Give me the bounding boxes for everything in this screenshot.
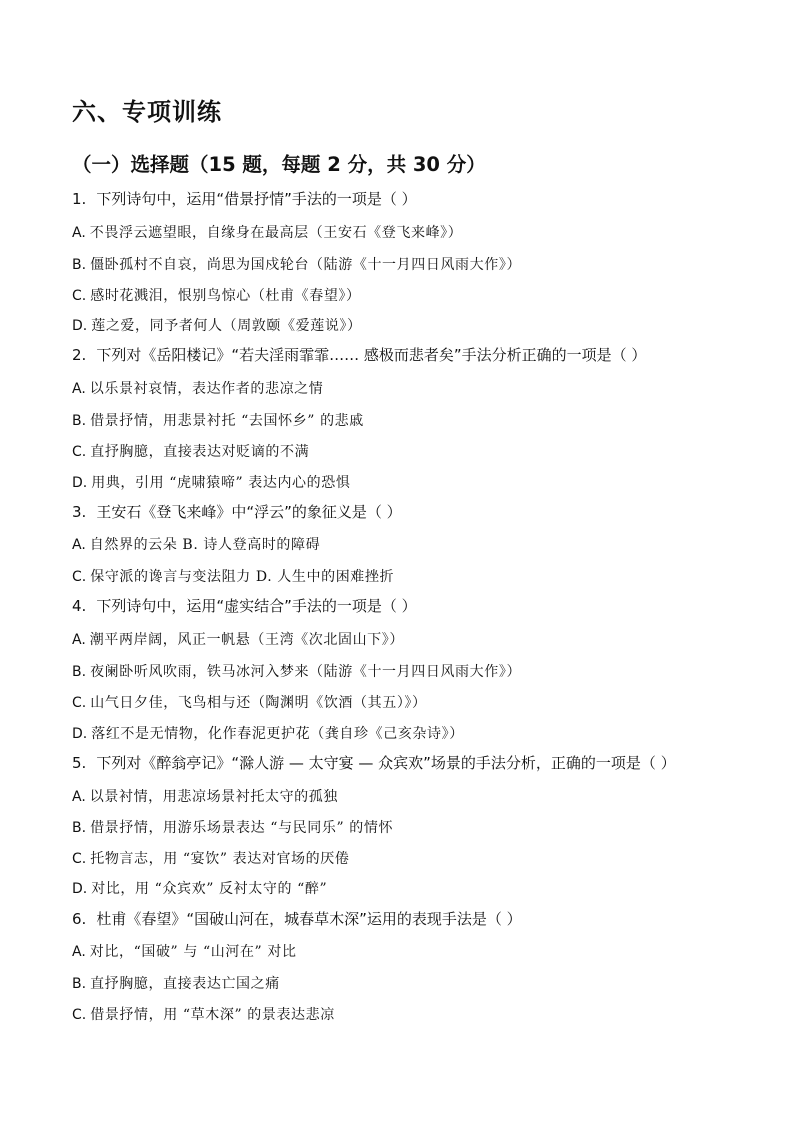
question-number: 2. <box>72 346 87 364</box>
question-6 <box>72 907 522 931</box>
option-text: 托物言志，用 “宴饮” 表达对官场的厌倦 <box>90 851 350 867</box>
option-label: D. <box>72 475 88 491</box>
option-text: 保守派的谗言与变法阻力 D. 人生中的困难挫折 <box>90 569 395 585</box>
question-2-option-a <box>72 377 323 401</box>
question-4 <box>72 594 417 618</box>
option-label: B. <box>72 664 87 680</box>
question-2-option-d <box>72 471 350 495</box>
option-label: A. <box>72 789 86 805</box>
subsection-title: （一）选择题（15 题，每题 2 分，共 30 分） <box>72 153 486 176</box>
option-label: B. <box>72 257 87 273</box>
option-label: D. <box>72 881 88 897</box>
option-label: D. <box>72 318 88 334</box>
option-text: 自然界的云朵 B. 诗人登高时的障碍 <box>89 537 321 553</box>
question-4-option-d <box>72 722 464 746</box>
option-label: D. <box>72 726 88 742</box>
question-text: 下列诗句中，运用“虚实结合”手法的一项是（ ） <box>96 597 417 615</box>
option-text: 对比，“国破” 与 “山河在” 对比 <box>89 944 297 960</box>
question-5-option-d <box>72 877 327 901</box>
option-text: 直抒胸臆，直接表达对贬谪的不满 <box>90 444 310 460</box>
question-5-option-c <box>72 847 349 871</box>
option-text: 感时花溅泪，恨别鸟惊心（杜甫《春望》） <box>90 288 361 304</box>
option-text: 山气日夕佳，飞鸟相与还（陶渊明《饮酒（其五）》） <box>90 695 427 711</box>
option-text: 不畏浮云遮望眼，自缘身在最高层（王安石《登飞来峰》） <box>89 225 463 241</box>
option-text: 对比，用 “众宾欢” 反衬太守的 “醉” <box>91 881 328 897</box>
option-text: 夜阑卧听风吹雨，铁马冰河入梦来（陆游《十一月四日风雨大作》） <box>90 664 522 680</box>
question-number: 6. <box>72 910 87 928</box>
option-text: 借景抒情，用悲景衬托 “去国怀乡” 的悲戚 <box>90 413 364 429</box>
option-label: A. <box>72 944 86 960</box>
option-text: 以景衬情，用悲凉场景衬托太守的孤独 <box>89 789 338 805</box>
question-1 <box>72 187 417 211</box>
option-label: B. <box>72 820 87 836</box>
question-2-option-b <box>72 409 364 433</box>
question-2 <box>72 343 646 367</box>
question-text: 下列诗句中，运用“借景抒情”手法的一项是（ ） <box>96 190 417 208</box>
option-text: 僵卧孤村不自哀，尚思为国戍轮台（陆游《十一月四日风雨大作》） <box>90 257 522 273</box>
question-3-options-ab <box>72 533 320 557</box>
option-text: 借景抒情，用 “草木深” 的景表达悲凉 <box>90 1007 335 1023</box>
option-label: B. <box>72 976 87 992</box>
question-4-option-b <box>72 660 521 684</box>
question-2-option-c <box>72 440 309 464</box>
question-5 <box>72 751 676 775</box>
question-4-option-c <box>72 691 427 715</box>
question-number: 1. <box>72 190 87 208</box>
option-text: 用典，引用 “虎啸猿啼” 表达内心的恐惧 <box>91 475 351 491</box>
question-6-option-c <box>72 1003 335 1027</box>
option-label: C. <box>72 444 87 460</box>
question-6-option-b <box>72 972 280 996</box>
question-5-option-a <box>72 785 338 809</box>
question-3 <box>72 500 402 524</box>
question-1-option-a <box>72 221 462 245</box>
option-label: A. <box>72 225 86 241</box>
question-1-option-b <box>72 253 521 277</box>
option-label: C. <box>72 695 87 711</box>
question-5-option-b <box>72 816 393 840</box>
question-3-options-cd <box>72 565 394 589</box>
option-label: C. <box>72 851 87 867</box>
question-text: 王安石《登飞来峰》中“浮云”的象征义是（ ） <box>96 503 402 521</box>
option-label: A. <box>72 381 86 397</box>
question-4-option-a <box>72 628 404 652</box>
question-1-option-d <box>72 314 362 338</box>
option-text: 潮平两岸阔，风正一帆悬（王湾《次北固山下》） <box>89 632 404 648</box>
option-text: 借景抒情，用游乐场景表达 “与民同乐” 的情怀 <box>90 820 394 836</box>
option-label: C. <box>72 569 87 585</box>
option-text: 以乐景衬哀情，表达作者的悲凉之情 <box>89 381 324 397</box>
question-text: 杜甫《春望》“国破山河在，城春草木深”运用的表现手法是（ ） <box>96 910 522 928</box>
question-1-option-c <box>72 284 361 308</box>
option-label: C. <box>72 288 87 304</box>
option-text: 直抒胸臆，直接表达亡国之痛 <box>90 976 280 992</box>
option-text: 落红不是无情物，化作春泥更护花（龚自珍《己亥杂诗》） <box>91 726 464 742</box>
question-text: 下列对《岳阳楼记》“若夫淫雨霏霏…… 感极而悲者矣”手法分析正确的一项是（ ） <box>96 346 647 364</box>
question-text: 下列对《醉翁亭记》“滁人游 — 太守宴 — 众宾欢”场景的手法分析，正确的一项是（ ） <box>96 754 676 772</box>
option-label: B. <box>72 413 87 429</box>
option-label: C. <box>72 1007 87 1023</box>
question-number: 5. <box>72 754 87 772</box>
option-text: 莲之爱，同予者何人（周敦颐《爱莲说》） <box>91 318 362 334</box>
option-label: A. <box>72 632 86 648</box>
section-title: 六、专项训练 <box>72 98 222 126</box>
option-label: A. <box>72 537 86 553</box>
question-6-option-a <box>72 940 297 964</box>
question-number: 3. <box>72 503 87 521</box>
question-number: 4. <box>72 597 87 615</box>
